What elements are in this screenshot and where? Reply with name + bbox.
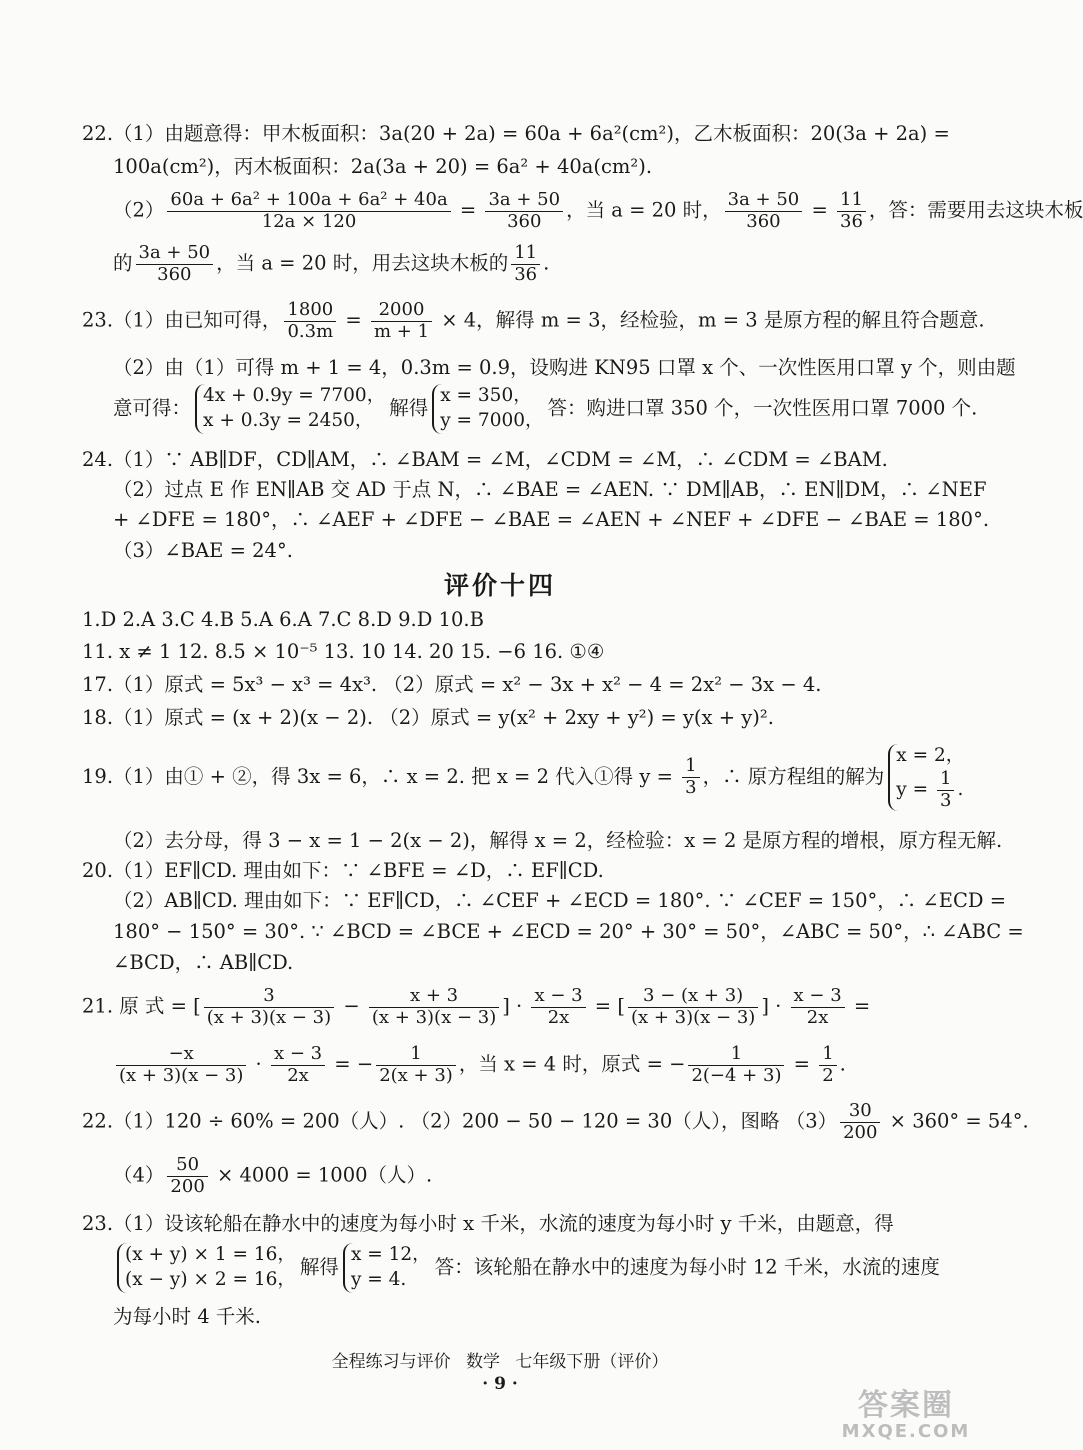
choice-answers-2: 11. x ≠ 1 12. 8.5 × 10⁻⁵ 13. 10 14. 20 15. −6 16. ①④: [82, 640, 605, 663]
q22b-line2: （4） $\frac{50}{200}$ × 4000 = 1000（人）.: [113, 1154, 433, 1197]
q23b-line3: 为每小时 4 千米.: [113, 1305, 262, 1328]
fraction: $\frac{-x}{(x + 3)(x - 3)}$: [116, 1044, 246, 1086]
fraction: $\frac{11}{36}$: [511, 243, 540, 285]
q24-line3: + ∠DFE = 180°，∴ ∠AEF + ∠DFE − ∠BAE = ∠AEN + ∠NEF + ∠DFE − ∠BAE = 180°.: [113, 508, 990, 531]
watermark-logo: [826, 1390, 986, 1446]
fraction: $\frac{x - 3}{2x}$: [271, 1044, 325, 1086]
page-number: · 9 ·: [482, 1374, 518, 1394]
equation-system: x = 2， y = $\frac{1}{3}$ .: [888, 744, 964, 811]
equation-system: x = 350， y = 7000，: [432, 384, 543, 434]
q20-line2: （2）AB∥CD. 理由如下：∵ EF∥CD，∴ ∠CEF + ∠ECD = 180°. ∵ ∠CEF = 150°，∴ ∠ECD =: [113, 889, 1007, 912]
fraction: $\frac{1800}{0.3m}$: [284, 300, 336, 342]
fraction: $\frac{3a + 50}{360}$: [725, 190, 803, 232]
q22-line1: 22.（1）由题意得：甲木板面积：3a(20 + 2a) = 60a + 6a²(cm²)，乙木板面积：20(3a + 2a) =: [82, 122, 950, 145]
fraction: $\frac{\text{60a + 6a² + 100a + 6a² + 40a}}{12a \times 120}$: [167, 190, 450, 232]
q22-line2: 100a(cm²)，丙木板面积：2a(3a + 20) = 6a² + 40a(cm²).: [113, 155, 653, 178]
fraction: $\frac{1}{3}$: [682, 756, 699, 798]
q23-line2: （2）由（1）可得 m + 1 = 4，0.3m = 0.9，设购进 KN95 口罩 x 个、一次性医用口罩 y 个，则由题: [113, 356, 1016, 379]
q19-line1: 19.（1）由① + ②，得 3x = 6，∴ x = 2. 把 x = 2 代入①得 y = $\frac{1}{3}$ ，∴ 原方程组的解为 x = 2， y = $\frac{1}{3}$ .: [82, 745, 965, 811]
choice-answers-1: 1.D 2.A 3.C 4.B 5.A 6.A 7.C 8.D 9.D 10.B: [82, 608, 484, 631]
q24-line1: 24.（1）∵ AB∥DF，CD∥AM，∴ ∠BAM = ∠M，∠CDM = ∠M，∴ ∠CDM = ∠BAM.: [82, 448, 888, 471]
fraction: $\frac{3a + 50}{360}$: [136, 243, 214, 285]
q23-line3: 意可得： 4x + 0.9y = 7700， x + 0.3y = 2450， 解得 x = 350， y = 7000， 答：购进口罩 350 个，一次性医用口罩 7000 个.: [113, 384, 930, 434]
fraction: $\frac{1}{2(x + 3)}$: [376, 1044, 456, 1086]
fraction: $\frac{30}{200}$: [840, 1101, 880, 1143]
page-footer: 全程练习与评价 数学 七年级下册（评价）: [331, 1352, 669, 1372]
q24-line2: （2）过点 E 作 EN∥AB 交 AD 于点 N，∴ ∠BAE = ∠AEN. ∵ DM∥AB，∴ EN∥DM，∴ ∠NEF: [113, 478, 987, 501]
fraction: $\frac{x + 3}{(x + 3)(x - 3)}$: [369, 986, 499, 1028]
q23b-line1: 23.（1）设该轮船在静水中的速度为每小时 x 千米，水流的速度为每小时 y 千米，由题意，得: [82, 1212, 894, 1235]
q17-line: 17.（1）原式 = 5x³ − x³ = 4x³. （2）原式 = x² − 3x + x² − 4 = 2x² − 3x − 4.: [82, 673, 822, 696]
q21-line1: 21. 原 式 = [ $\frac{3}{(x + 3)(x - 3)}$ − $\frac{x + 3}{(x + 3)(x - 3)}$ ] · $\frac{x - 3}{2x}$ = [ $\frac{3 - (x + 3)}{(x + 3)(x - 3)}$ ] · $\frac{x - 3}{2x}$ =: [82, 985, 871, 1028]
fraction: $\frac{2000}{m + 1}$: [371, 300, 432, 342]
equation-system: (x + y) × 1 = 16， (x − y) × 2 = 16，: [117, 1243, 296, 1293]
fraction: $\frac{1}{3}$: [937, 769, 954, 811]
fraction: $\frac{3a + 50}{360}$: [485, 190, 563, 232]
fraction: $\frac{1}{2(-4 + 3)}$: [688, 1044, 784, 1086]
equation-system: x = 12， y = 4.: [343, 1243, 431, 1293]
fraction: $\frac{50}{200}$: [167, 1155, 207, 1197]
q19-line2: （2）去分母，得 3 − x = 1 − 2(x − 2)，解得 x = 2，经检验：x = 2 是原方程的增根，原方程无解.: [113, 829, 1003, 852]
q18-line: 18.（1）原式 = (x + 2)(x − 2). （2）原式 = y(x² + 2xy + y²) = y(x + y)².: [82, 706, 774, 729]
q20-line1: 20.（1）EF∥CD. 理由如下：∵ ∠BFE = ∠D，∴ EF∥CD.: [82, 859, 604, 882]
section-title: 评价十四: [443, 571, 556, 600]
watermark-text-en: MXQE.COM: [841, 1421, 971, 1442]
q22b-line1: 22.（1）120 ÷ 60% = 200（人）. （2）200 − 50 − 120 = 30（人），图略 （3） $\frac{30}{200}$ × 360° = 54°.: [82, 1100, 1029, 1143]
fraction: $\frac{x - 3}{2x}$: [791, 986, 845, 1028]
q23-line1: 23.（1）由已知可得， $\frac{1800}{0.3m}$ = $\frac{2000}{m + 1}$ × 4，解得 m = 3，经检验，m = 3 是原方程的解且符合题意.: [82, 299, 985, 342]
q23b-line2: (x + y) × 1 = 16， (x − y) × 2 = 16， 解得 x = 12， y = 4. 答：该轮船在静水中的速度为每小时 12 千米，水流的速度: [113, 1243, 930, 1293]
q22-line4: 的 $\frac{3a + 50}{360}$ ，当 a = 20 时，用去这块木板的 $\frac{11}{36}$ .: [113, 242, 550, 285]
fraction: $\frac{3}{(x + 3)(x - 3)}$: [204, 986, 334, 1028]
fraction: $\frac{1}{2}$: [819, 1044, 836, 1086]
fraction: $\frac{11}{36}$: [837, 190, 866, 232]
q21-line2: $\frac{-x}{(x + 3)(x - 3)}$ · $\frac{x - 3}{2x}$ = − $\frac{1}{2(x + 3)}$ ，当 x = 4 时，原式 = − $\frac{1}{2(-4 + 3)}$ = $\frac{1}{2}$ .: [113, 1044, 930, 1086]
q20-line3: 180° − 150° = 30°. ∵ ∠BCD = ∠BCE + ∠ECD = 20° + 30° = 50°，∠ABC = 50°，∴ ∠ABC =: [113, 920, 1024, 943]
q22-line3: （2） $\frac{\text{60a + 6a² + 100a + 6a² + 40a}}{12a \times 120}$ = $\frac{3a + 50}{360}$ ，当 a = 20 时， $\frac{3a + 50}{360}$ = $\frac{11}{36}$ ，答：需要用去这块木板: [113, 189, 1083, 232]
q20-line4: ∠BCD，∴ AB∥CD.: [113, 951, 294, 974]
watermark-text-cn: 答案圈: [858, 1388, 954, 1423]
equation-system: 4x + 0.9y = 7700， x + 0.3y = 2450，: [195, 384, 385, 434]
fraction: $\frac{x - 3}{2x}$: [531, 986, 585, 1028]
fraction: $\frac{3 - (x + 3)}{(x + 3)(x - 3)}$: [628, 986, 758, 1028]
q24-line4: （3）∠BAE = 24°.: [113, 539, 293, 562]
